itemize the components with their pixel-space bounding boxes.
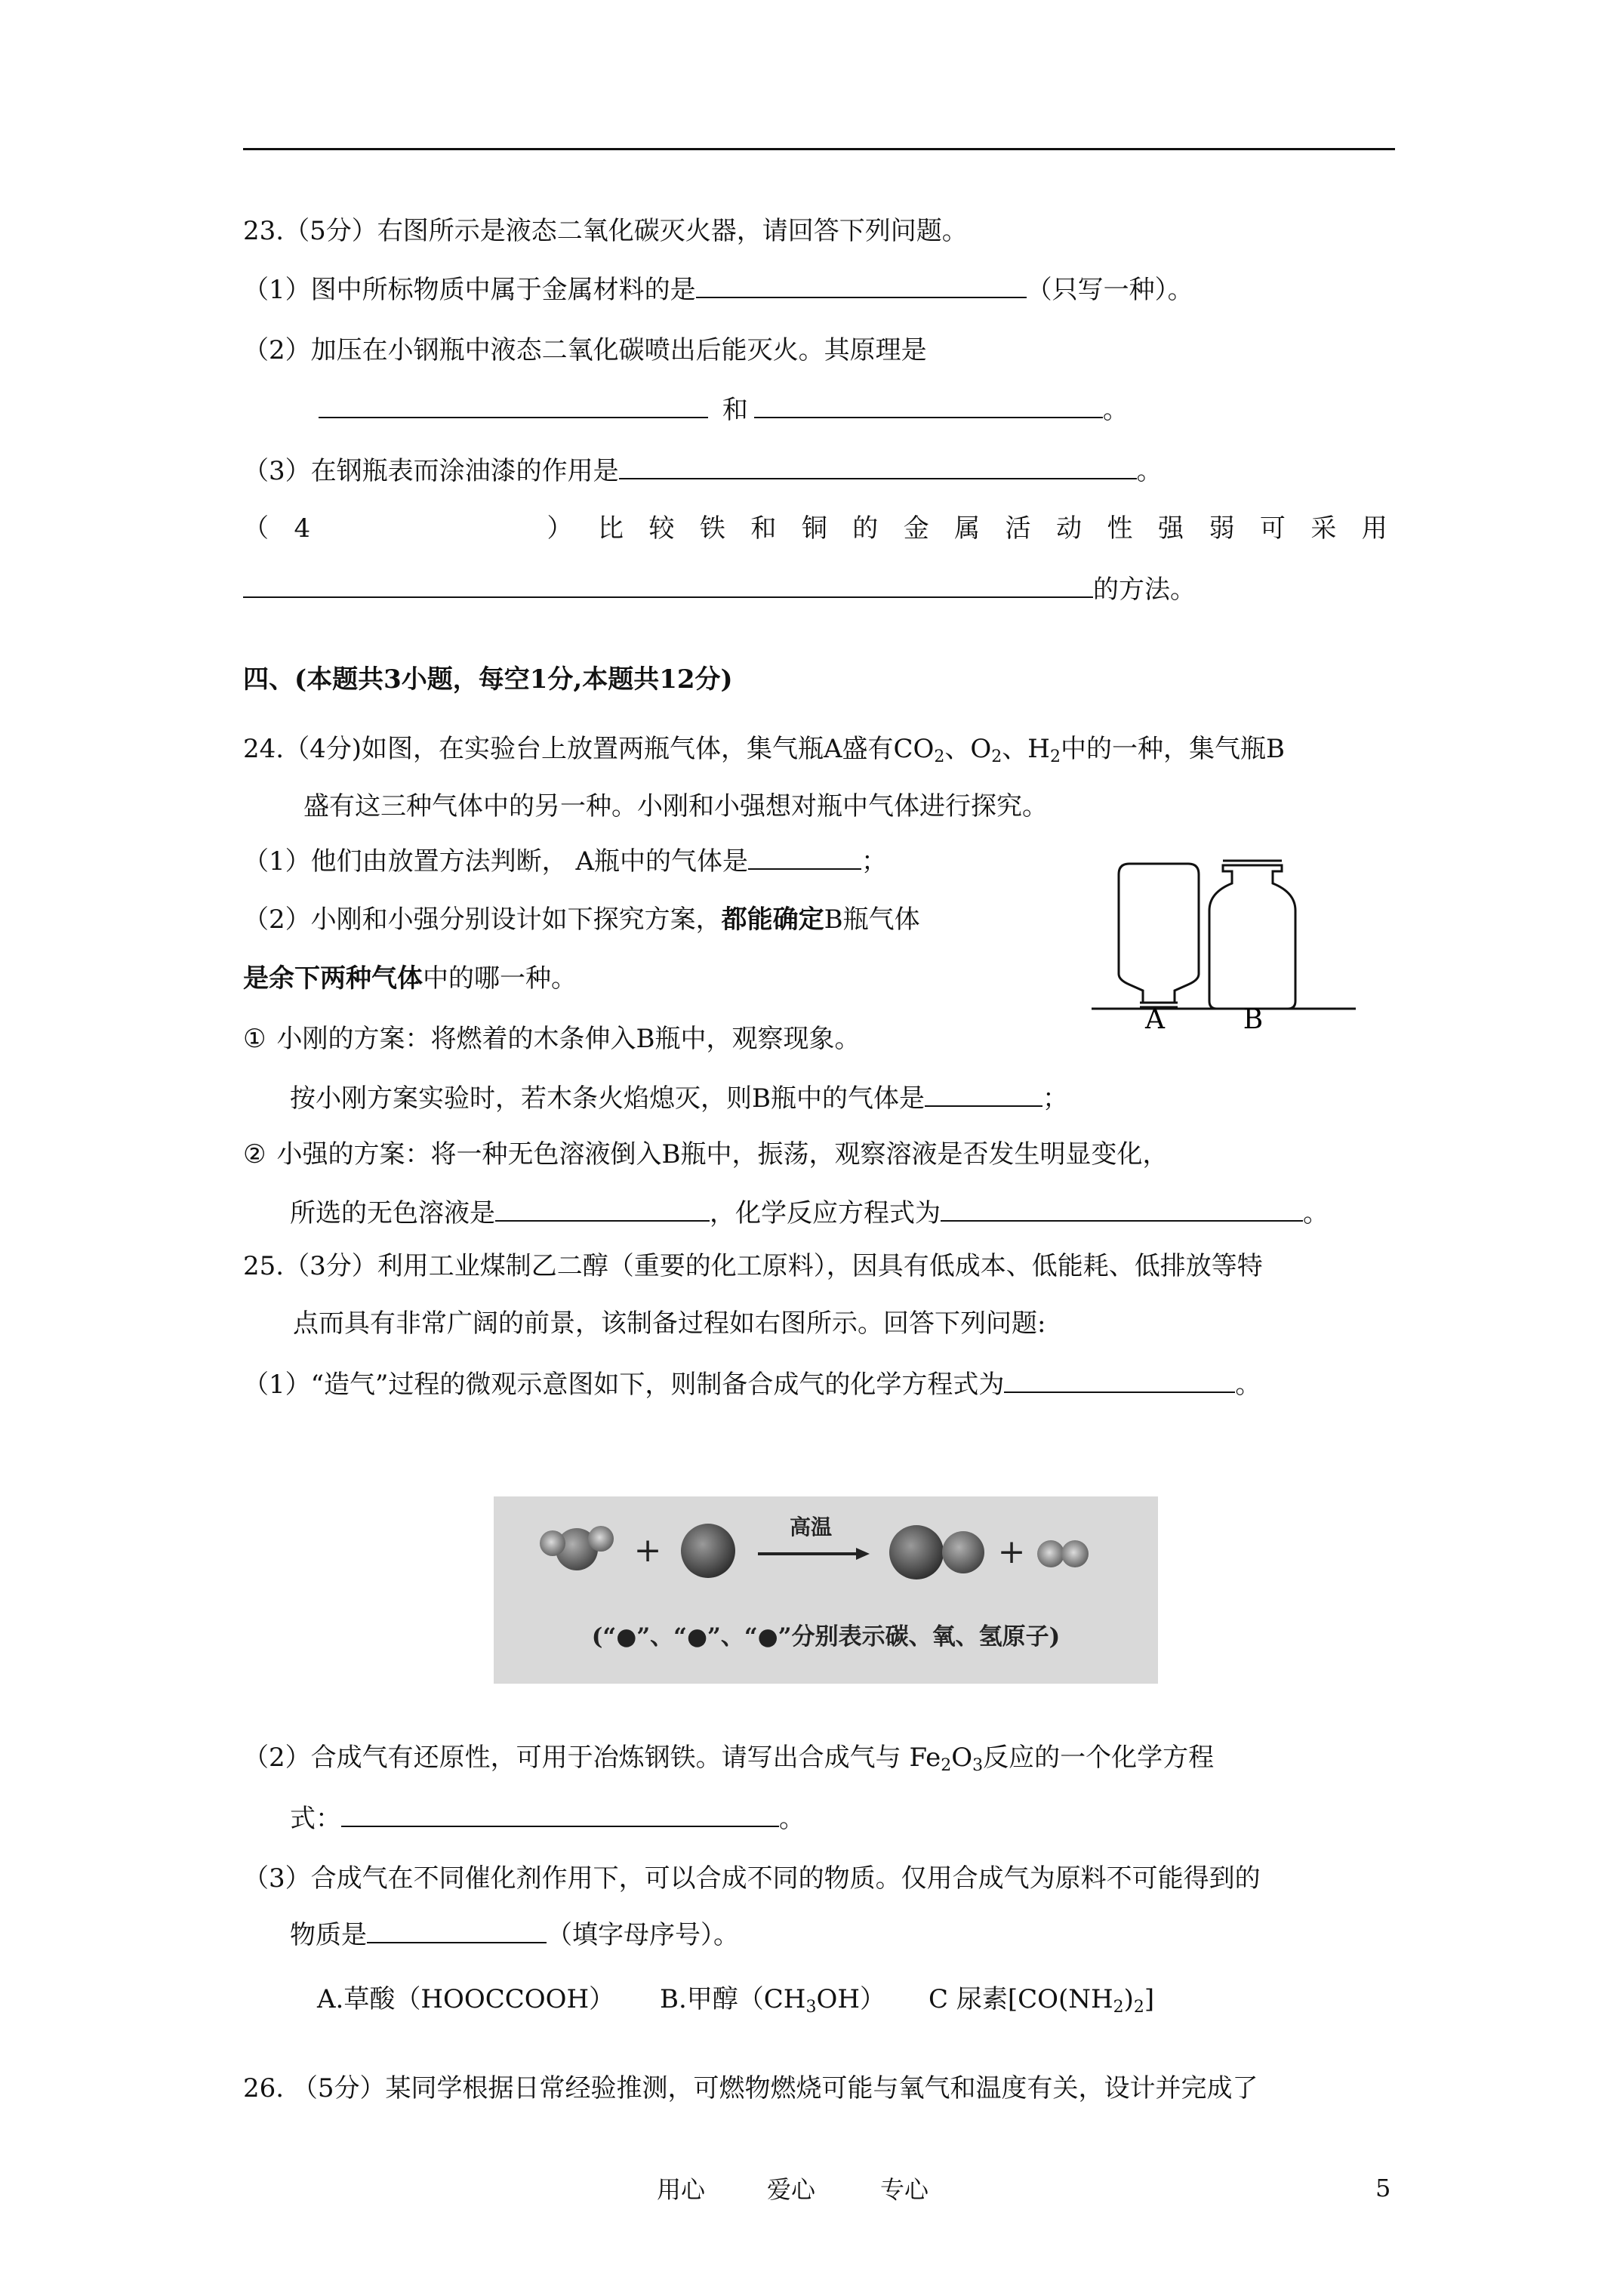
section-heading: 四、(本题共3小题，每空1分,本题共12分) [243, 664, 733, 695]
gasification-micro-diagram [494, 1496, 1158, 1684]
q25-part2-text: （2）合成气有还原性，可用于冶炼钢铁。请写出合成气与 Fe [243, 1743, 941, 1773]
q23-part4-char: 采 [1310, 513, 1337, 544]
q23-part4-char: ） [547, 513, 573, 544]
q24-part2 [243, 901, 920, 938]
q25-part1 [243, 1366, 1261, 1403]
q24-stem-c: 、H [1002, 734, 1050, 764]
q23-stem: 23.（5分）右图所示是液态二氧化碳灭火器，请回答下列问题。 [243, 216, 968, 246]
q23-part4-char: 比 [598, 513, 624, 544]
q25-option-c-mid: ) [1123, 1984, 1134, 2014]
q24-plan2 [243, 1136, 1168, 1173]
q23-part4-char: 属 [954, 513, 981, 544]
q24-part2-emphasis: 是余下两种气体 [243, 963, 423, 994]
q25-option-c-end: ] [1144, 1984, 1155, 2014]
q24-part2-line2 [243, 960, 577, 997]
circled-number: ② [243, 1139, 266, 1170]
q25-part1-end: 。 [1235, 1370, 1261, 1400]
subscript: 2 [991, 747, 1002, 766]
q23-part4-char: 较 [648, 513, 675, 544]
q24-plan2-line2 [290, 1194, 1329, 1231]
q23-part2-end: 。 [1102, 395, 1129, 425]
answer-blank[interactable] [341, 1800, 779, 1827]
q24-plan2-question-b: ，化学反应方程式为 [710, 1198, 941, 1228]
q23-part1-text: （1）图中所标物质中属于金属材料的是 [243, 275, 696, 305]
q24-stem-a: 24.（4分)如图，在实验台上放置两瓶气体，集气瓶A盛有CO [243, 734, 935, 764]
q23-part2: （2）加压在小钢瓶中液态二氧化碳喷出后能灭火。其原理是 [243, 335, 927, 365]
q23-part4-end: 的方法。 [1093, 575, 1196, 605]
q23-part4-char: 弱 [1209, 513, 1235, 544]
subscript: 2 [934, 747, 945, 766]
answer-blank[interactable] [925, 1080, 1042, 1107]
q23-part4-char: 金 [903, 513, 929, 544]
q25-option-a: A.草酸（HOOCCOOH） [317, 1984, 615, 2014]
plus-sign: + [997, 1533, 1026, 1571]
q23-part3-text: （3）在钢瓶表而涂油漆的作用是 [243, 456, 619, 486]
q24-part2-text: （2）小刚和小强分别设计如下探究方案， [243, 905, 722, 935]
q25-part2-line2 [290, 1800, 805, 1837]
q23-part1 [243, 271, 1193, 308]
subscript: 3 [805, 1998, 817, 2017]
subscript: 2 [1113, 1998, 1124, 2017]
condition-label: 高温 [789, 1515, 833, 1539]
bottle-a-inverted [1119, 864, 1199, 1007]
q25-part2 [243, 1740, 1214, 1776]
bottle-a-label: A [1145, 1004, 1165, 1030]
q25-option-b-end: OH） [816, 1984, 885, 2014]
gas-bottles-figure [1076, 853, 1363, 1030]
answer-blank[interactable] [495, 1194, 710, 1222]
q25-part3-hint: （填字母序号）。 [547, 1920, 739, 1950]
q25-stem-line2: 点而具有非常广阔的前景，该制备过程如右图所示。回答下列问题: [293, 1308, 1046, 1339]
q24-plan1-end: ； [1042, 1083, 1068, 1114]
q26-stem: 26. （5分）某同学根据日常经验推测，可燃物燃烧可能与氧气和温度有关，设计并完成了 [243, 2073, 1258, 2103]
q24-plan2-text: 小强的方案：将一种无色溶液倒入B瓶中，振荡，观察溶液是否发生明显变化， [276, 1139, 1169, 1170]
q23-part4-char: （ [243, 513, 269, 544]
q24-plan1-text: 小刚的方案：将燃着的木条伸入B瓶中，观察现象。 [276, 1024, 861, 1054]
q24-part2-text-c: 中的哪一种。 [423, 963, 577, 994]
q25-part1-text: （1）“造气”过程的微观示意图如下，则制备合成气的化学方程式为 [243, 1370, 1005, 1400]
bottle-b-upright [1209, 861, 1295, 1009]
subscript: 2 [941, 1756, 952, 1775]
q25-option-c-text: C 尿素[CO(NH [929, 1984, 1113, 2014]
q25-part2-text-c: 反应的一个化学方程 [983, 1743, 1215, 1773]
q23-part4-char: 用 [1361, 513, 1387, 544]
answer-blank[interactable] [941, 1194, 1303, 1222]
q23-part4-char: 动 [1056, 513, 1083, 544]
q24-part1-end: ； [861, 846, 887, 877]
answer-blank[interactable] [754, 391, 1103, 418]
q23-part4-char: 铜 [801, 513, 827, 544]
circled-number: ① [243, 1024, 266, 1054]
q23-part3 [243, 452, 1163, 489]
plus-sign: + [633, 1531, 662, 1570]
q23-part1-hint: （只写一种）。 [1026, 275, 1193, 305]
q23-part4-char: 性 [1107, 513, 1133, 544]
q24-plan2-question: 所选的无色溶液是 [290, 1198, 495, 1228]
q25-part3-line2 [290, 1916, 739, 1953]
page-number: 5 [1375, 2174, 1391, 2202]
q23-part4-char: 和 [750, 513, 777, 544]
answer-blank[interactable] [619, 452, 1137, 479]
q25-option-b [660, 1981, 885, 2017]
footer-motto-3: 专心 [880, 2175, 929, 2204]
figure-legend: (“●”、“●”、“●”分别表示碳、氧、氢原子) [591, 1623, 1061, 1650]
bottle-b-label: B [1243, 1004, 1264, 1030]
q23-part4-char: 强 [1157, 513, 1184, 544]
q24-stem-b: 、O [944, 734, 992, 764]
q23-part4-char: 可 [1259, 513, 1286, 544]
q25-stem: 25.（3分）利用工业煤制乙二醇（重要的化工原料），因具有低成本、低能耗、低排放等特 [243, 1251, 1263, 1281]
answer-blank[interactable] [748, 843, 861, 870]
q23-part4-char: 的 [852, 513, 879, 544]
q25-part2-label: 式： [290, 1804, 341, 1834]
q25-part3-label: 物质是 [290, 1920, 367, 1950]
q23-part4-line2 [243, 571, 1196, 608]
q24-part1-text: （1）他们由放置方法判断， A瓶中的气体是 [243, 846, 748, 877]
q24-plan1-line2 [290, 1080, 1068, 1117]
q24-part2-text-b: B瓶气体 [824, 905, 920, 935]
answer-blank[interactable] [1004, 1366, 1235, 1393]
q23-part4-char: 铁 [699, 513, 725, 544]
answer-blank[interactable] [319, 391, 708, 418]
q24-plan1-question: 按小刚方案实验时，若木条火焰熄灭，则B瓶中的气体是 [290, 1083, 925, 1114]
subscript: 3 [972, 1756, 984, 1775]
subscript: 2 [1133, 1998, 1144, 2017]
q25-part3: （3）合成气在不同催化剂作用下，可以合成不同的物质。仅用合成气为原料不可能得到的 [243, 1863, 1261, 1894]
q25-option-b-text: B.甲醇（CH [660, 1984, 806, 2014]
q24-stem-line2: 盛有这三种气体中的另一种。小刚和小强想对瓶中气体进行探究。 [303, 791, 1048, 821]
q25-part2-text-b: O [951, 1743, 973, 1773]
q24-stem [243, 731, 1285, 767]
q24-plan2-end: 。 [1303, 1198, 1329, 1228]
q23-part4 [243, 510, 1387, 547]
q24-part2-emphasis: 都能确定 [721, 905, 824, 935]
carbon-atom-icon [681, 1524, 735, 1578]
q23-part4-char: 4 [294, 513, 311, 544]
q23-part4-char: 活 [1005, 513, 1031, 544]
q23-part3-end: 。 [1136, 456, 1163, 486]
q25-option-c [929, 1981, 1154, 2017]
footer-motto-1: 用心 [657, 2175, 706, 2204]
answer-blank[interactable] [243, 571, 1093, 598]
subscript: 2 [1049, 747, 1061, 766]
answer-blank[interactable] [367, 1916, 547, 1943]
footer-motto-2: 爱心 [767, 2175, 816, 2204]
q23-part2-answers [319, 391, 1129, 428]
q25-part2-end: 。 [779, 1804, 805, 1834]
q24-stem-d: 中的一种，集气瓶B [1060, 734, 1285, 764]
q24-plan1 [243, 1021, 860, 1057]
answer-blank[interactable] [696, 271, 1027, 298]
header-rule [243, 148, 1395, 150]
q23-part2-and: 和 [722, 395, 748, 425]
q24-part1 [243, 843, 887, 880]
